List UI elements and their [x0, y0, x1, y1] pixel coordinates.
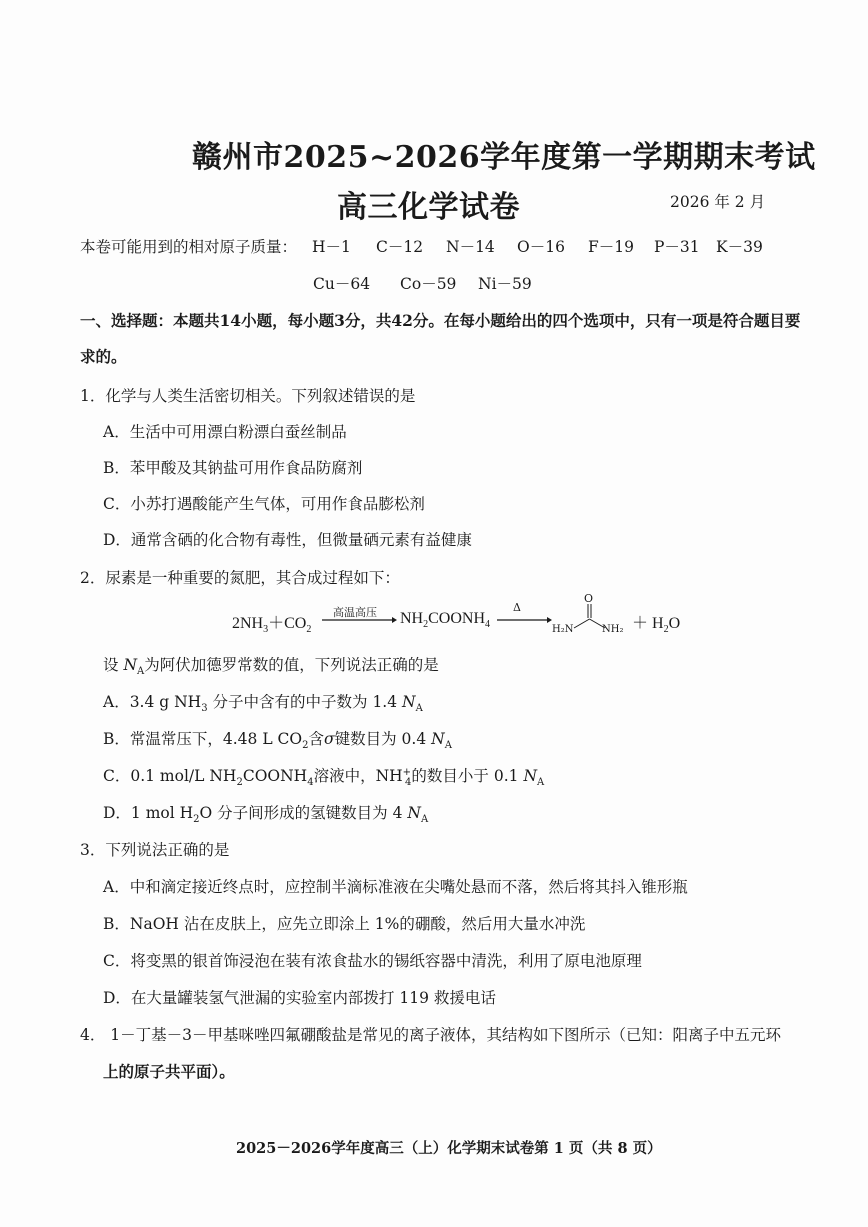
- q1-stem: 1．化学与人类生活密切相关。下列叙述错误的是: [80, 387, 416, 405]
- q3-stem: 3．下列说法正确的是: [80, 841, 230, 859]
- atomic-mass-n: N－14: [446, 238, 495, 256]
- atomic-mass-f: F－19: [588, 238, 634, 256]
- atomic-mass-label: 本卷可能用到的相对原子质量：: [80, 238, 298, 256]
- reaction-arrow-1: [322, 615, 397, 625]
- q2-option-d: D．1 mol $H_2O$ 分子间形成的氢键数目为 4 $N_A$: [103, 804, 429, 826]
- atomic-mass-p: P－31: [654, 238, 700, 256]
- reaction-condition-2: Δ: [513, 601, 521, 614]
- section-heading: 一、选择题：本题共14小题，每小题3分，共42分。在每小题给出的四个选项中，只有一项是符合题目要: [80, 311, 801, 330]
- reaction-reactants: $2NH_3+CO_2$: [232, 615, 312, 636]
- q2-sub-stem: 设 $N_A$为阿伏加德罗常数的值，下列说法正确的是: [103, 656, 439, 678]
- atomic-mass-cu: Cu－64: [313, 275, 371, 293]
- q4-stem: 4． 1－丁基－3－甲基咪唑四氟硼酸盐是常见的离子液体，其结构如下图所示（已知：阳离子中五元环: [80, 1026, 782, 1044]
- reaction-condition-1: 高温高压: [333, 606, 377, 619]
- reaction-water: ＋ $H_2O$: [632, 615, 681, 636]
- atomic-mass-o: O－16: [517, 238, 565, 256]
- reaction-intermediate: $NH_2COONH_4$: [400, 610, 490, 631]
- page-footer: 2025－2026学年度高三（上）化学期末试卷第 1 页（共 8 页）: [236, 1140, 662, 1157]
- urea-nh2: NH₂: [602, 624, 624, 635]
- q4-stem-cont: 上的原子共平面）。: [103, 1062, 235, 1081]
- q2-option-a: A．3.4 g $NH_3$ 分子中含有的中子数为 1.4 $N_A$: [103, 693, 423, 715]
- atomic-mass-c: C－12: [376, 238, 424, 256]
- q1-option-a: A．生活中可用漂白粉漂白蚕丝制品: [103, 423, 347, 441]
- q1-option-d: D．通常含硒的化合物有毒性，但微量硒元素有益健康: [103, 531, 472, 549]
- atomic-mass-h: H－1: [312, 238, 351, 256]
- q3-option-c: C．将变黑的银首饰浸泡在装有浓食盐水的锡纸容器中清洗，利用了原电池原理: [103, 952, 642, 970]
- q3-option-a: A．中和滴定接近终点时，应控制半滴标准液在尖嘴处悬而不落，然后将其抖入锥形瓶: [103, 878, 688, 896]
- paper-subject-title: 高三化学试卷: [337, 190, 520, 225]
- q2-option-b: B．常温常压下，4.48 L $CO_2$含σ键数目为 0.4 $N_A$: [103, 730, 452, 752]
- atomic-mass-ni: Ni－59: [478, 275, 532, 293]
- exam-title: 赣州市2025~2026学年度第一学期期末考试: [192, 140, 816, 175]
- atomic-mass-co: Co－59: [400, 275, 457, 293]
- reaction-arrow-2: [497, 615, 552, 625]
- section-heading-cont: 求的。: [80, 347, 127, 366]
- q3-option-b: B．NaOH 沾在皮肤上，应先立即涂上 1%的硼酸，然后用大量水冲洗: [103, 915, 586, 933]
- q3-option-d: D．在大量罐装氢气泄漏的实验室内部拨打 119 救援电话: [103, 989, 496, 1007]
- atomic-mass-k: K－39: [716, 238, 763, 256]
- q1-option-c: C．小苏打遇酸能产生气体，可用作食品膨松剂: [103, 495, 425, 513]
- q2-stem: 2．尿素是一种重要的氮肥，其合成过程如下：: [80, 569, 400, 587]
- q1-option-b: B．苯甲酸及其钠盐可用作食品防腐剂: [103, 459, 363, 477]
- q2-option-c: C．0.1 mol/L $NH_2COONH_4$溶液中，$NH^+_4$的数目小于 0.1 $N_A$: [103, 766, 545, 789]
- urea-h2n: H₂N: [552, 624, 574, 635]
- urea-oxygen: O: [584, 592, 594, 605]
- exam-date: 2026 年 2 月: [670, 193, 766, 211]
